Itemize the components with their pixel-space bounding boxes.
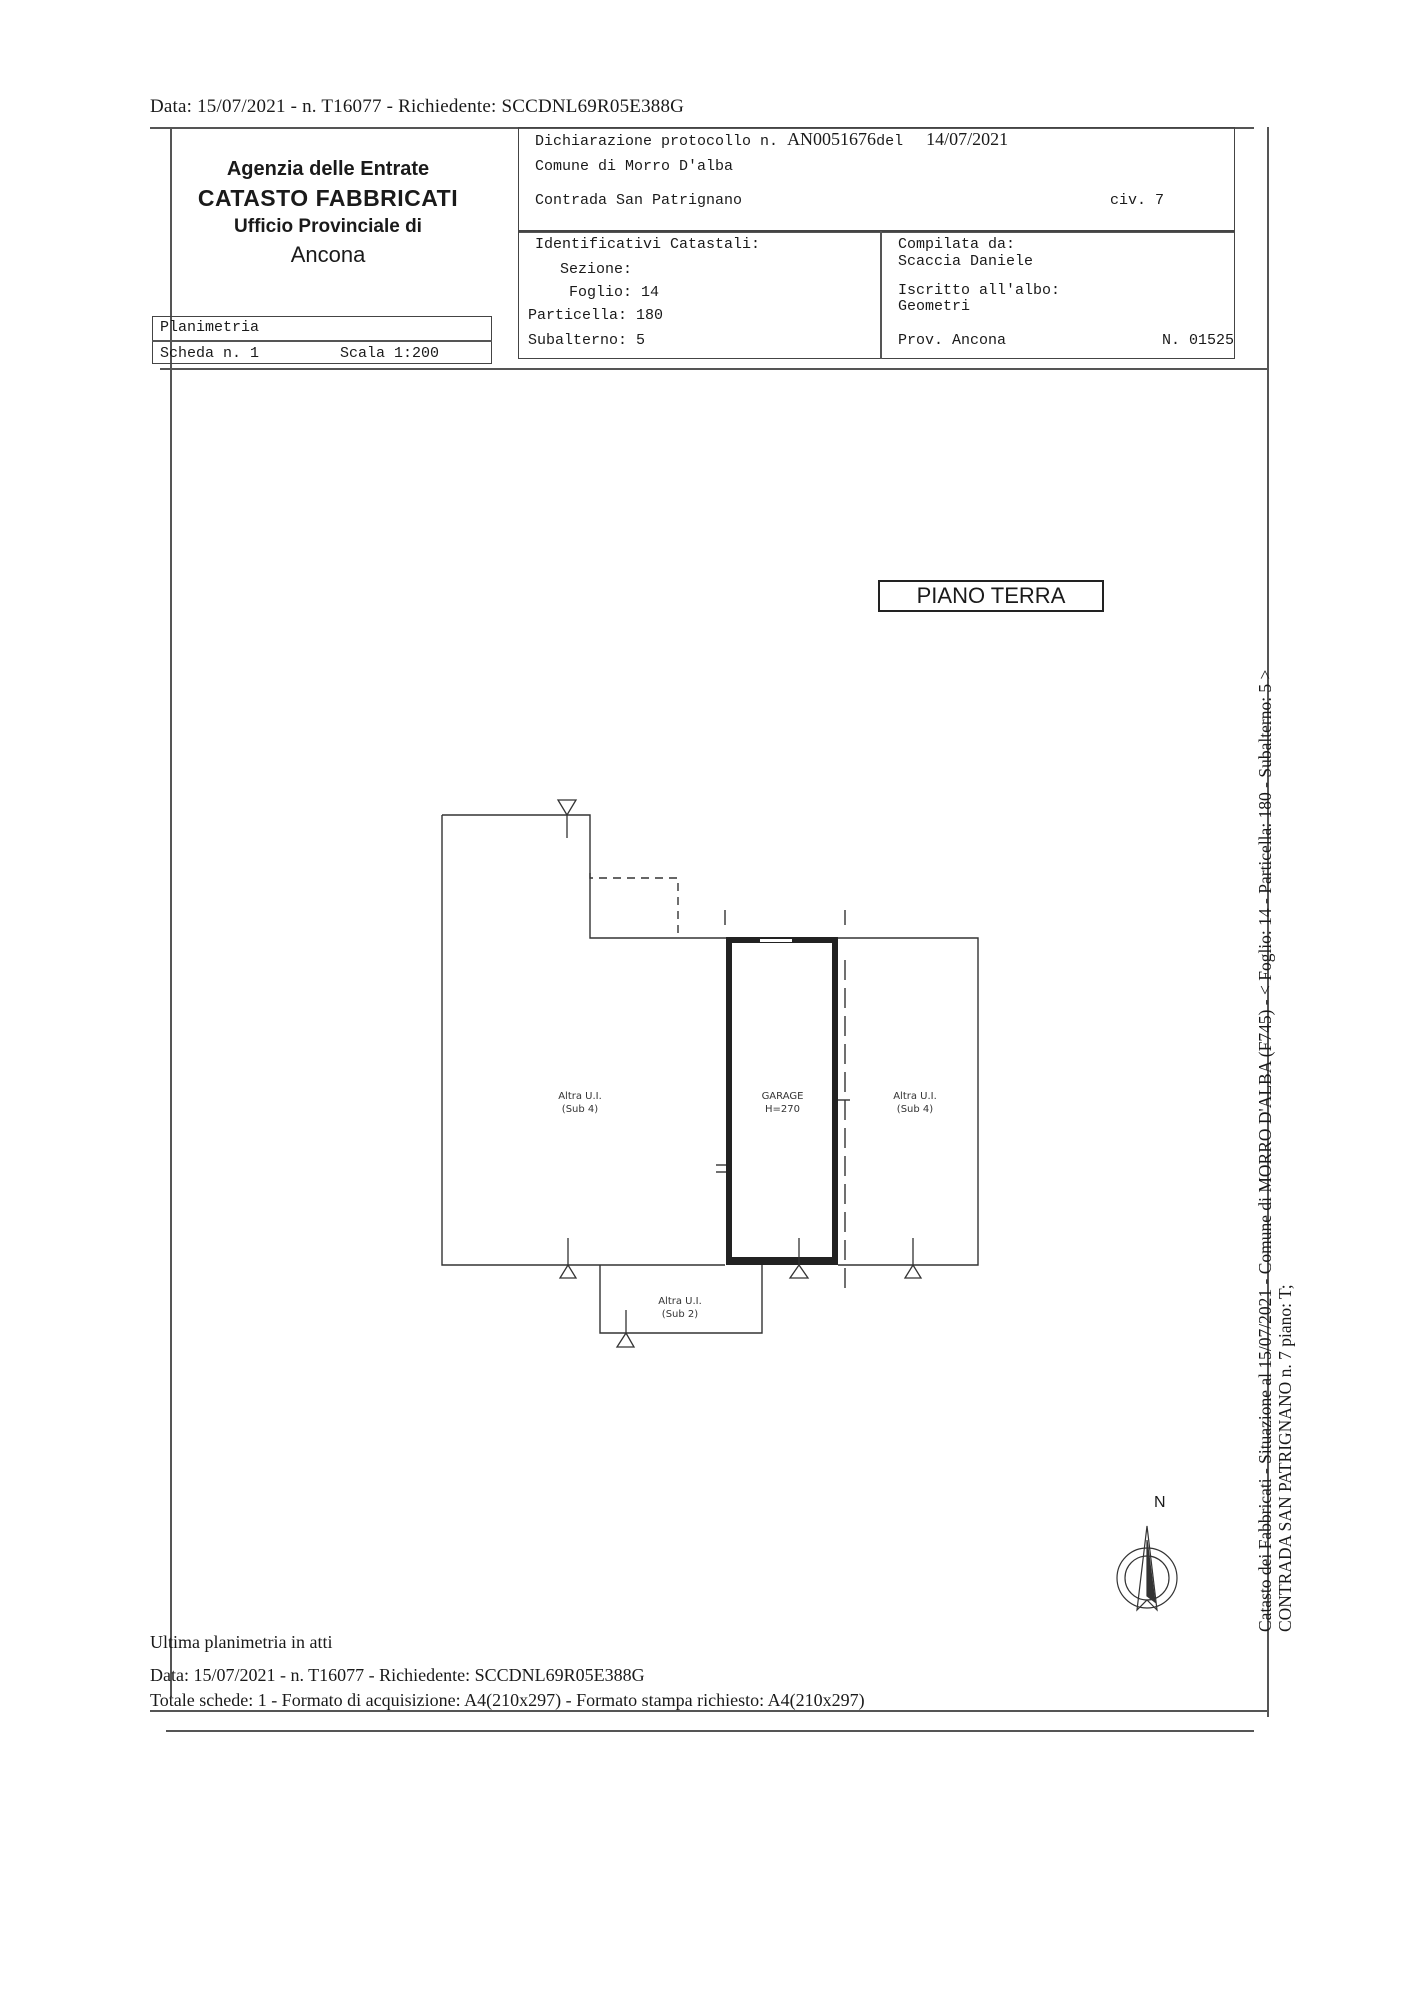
subalterno: Subalterno: 5 bbox=[528, 332, 646, 349]
footer-data-line: Data: 15/07/2021 - n. T16077 - Richiedente: SCCDNL69R05E388G bbox=[150, 1665, 645, 1685]
left-unit-wall bbox=[442, 815, 725, 1265]
scala: Scala 1:200 bbox=[340, 345, 440, 362]
protocol-number: AN0051676 bbox=[787, 129, 877, 149]
room-bottom: Altra U.I. (Sub 2) bbox=[658, 1296, 702, 1320]
iscritto-label: Iscritto all'albo: bbox=[898, 282, 1061, 299]
room-garage: GARAGE H=270 bbox=[761, 1091, 804, 1115]
floor-label: PIANO TERRA bbox=[878, 580, 1104, 612]
albo-value: Geometri bbox=[898, 298, 971, 315]
side-catasto-text: Catasto dei Fabbricati - Situazione al 15/07/2021 - Comune di MORRO D'ALBA (F745) - < Foglio: 14 - Particella: 180 - Subalterno: 5 > CONTRADA SAN PATRIGNANO n. 7 piano: T; bbox=[1255, 669, 1295, 1632]
footer-totale-line: Totale schede: 1 - Formato di acquisizione: A4(210x297) - Formato stampa richiesto: A4(210x297) bbox=[150, 1690, 865, 1710]
scheda: Scheda n. 1 bbox=[160, 345, 260, 362]
protocol-date: 14/07/2021 bbox=[926, 129, 1009, 149]
particella: Particella: 180 bbox=[528, 307, 664, 324]
identificativi-title: Identificativi Catastali: bbox=[535, 236, 761, 253]
agency-name: Agenzia delle Entrate bbox=[226, 158, 430, 180]
room-right: Altra U.I. (Sub 4) bbox=[893, 1091, 937, 1115]
provincia: Prov. Ancona bbox=[898, 332, 1007, 349]
comune: Comune di Morro D'alba bbox=[535, 158, 734, 175]
civico: civ. 7 bbox=[1110, 192, 1165, 209]
ufficio-city: Ancona bbox=[290, 242, 366, 267]
albo-number: N. 01525 bbox=[1162, 332, 1235, 349]
indirizzo: Contrada San Patrignano bbox=[535, 192, 743, 209]
sezione: Sezione: bbox=[560, 261, 633, 278]
catasto-title: CATASTO FABBRICATI bbox=[197, 185, 459, 211]
dichiarazione-protocollo: Dichiarazione protocollo n. AN0051676del 14/07/2021 bbox=[535, 129, 1009, 150]
header-request-line: Data: 15/07/2021 - n. T16077 - Richiedente: SCCDNL69R05E388G bbox=[150, 96, 685, 117]
planimetria-title: Planimetria bbox=[160, 319, 260, 336]
foglio: Foglio: 14 bbox=[569, 284, 660, 301]
compilata-title: Compilata da: bbox=[898, 236, 1016, 253]
ufficio-label: Ufficio Provinciale di bbox=[234, 216, 422, 237]
ultima-planimetria: Ultima planimetria in atti bbox=[150, 1632, 333, 1652]
compilata-name: Scaccia Daniele bbox=[898, 253, 1034, 270]
north-arrow-icon bbox=[1117, 1526, 1177, 1610]
room-left: Altra U.I. (Sub 4) bbox=[558, 1091, 602, 1115]
north-label: N bbox=[1154, 1494, 1166, 1511]
